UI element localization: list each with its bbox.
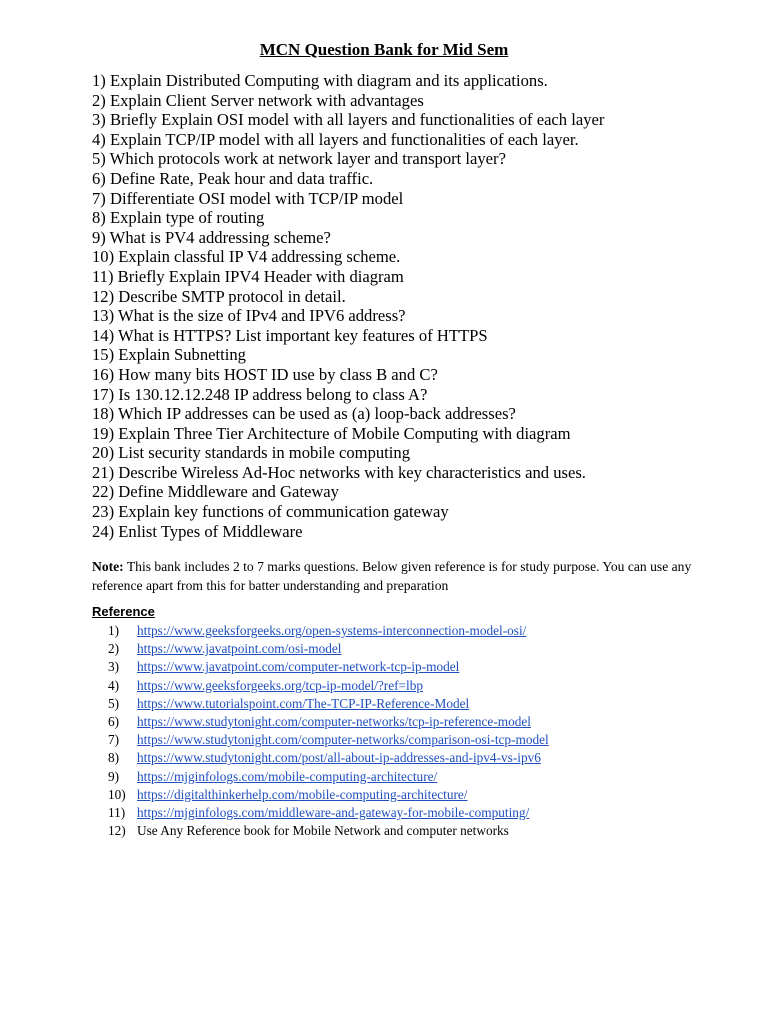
reference-number: 9)	[108, 768, 120, 784]
question-item: 11) Briefly Explain IPV4 Header with diagram	[92, 266, 404, 286]
question-item: 10) Explain classful IP V4 addressing scheme.	[92, 247, 401, 267]
reference-link[interactable]: https://www.studytonight.com/computer-networks/tcp-ip-reference-model	[137, 714, 531, 730]
question-item: 4) Explain TCP/IP model with all layers and functionalities of each layer.	[92, 129, 579, 149]
reference-number: 7)	[108, 732, 120, 748]
reference-link[interactable]: https://www.javatpoint.com/computer-network-tcp-ip-model	[137, 659, 460, 675]
reference-number: 3)	[108, 659, 120, 675]
note-paragraph	[92, 558, 692, 595]
question-item: 23) Explain key functions of communication gateway	[92, 502, 449, 522]
question-item: 22) Define Middleware and Gateway	[92, 482, 339, 502]
question-item: 2) Explain Client Server network with advantages	[92, 90, 424, 110]
note-text: This bank includes 2 to 7 marks questions. Below given reference is for study purpose. You can use any reference apart from this for batter understanding and preparation	[92, 559, 692, 593]
reference-number: 5)	[108, 695, 120, 711]
reference-number: 4)	[108, 677, 120, 693]
question-item: 8) Explain type of routing	[92, 208, 265, 228]
reference-number: 1)	[108, 623, 120, 638]
question-item: 17) Is 130.12.12.248 IP address belong to class A?	[92, 384, 428, 404]
note-label: Note:	[92, 559, 124, 574]
reference-heading: Reference	[92, 604, 155, 619]
question-item: 9) What is PV4 addressing scheme?	[92, 227, 331, 247]
question-item: 19) Explain Three Tier Architecture of Mobile Computing with diagram	[92, 423, 571, 443]
reference-list	[108, 622, 549, 840]
question-item: 12) Describe SMTP protocol in detail.	[92, 286, 346, 306]
reference-number: 10)	[108, 786, 126, 802]
reference-item	[108, 658, 549, 676]
reference-number: 2)	[108, 641, 120, 657]
reference-text: Use Any Reference book for Mobile Network and computer networks	[137, 823, 509, 839]
question-item: 24) Enlist Types of Middleware	[92, 521, 303, 541]
reference-number: 6)	[108, 714, 120, 730]
reference-number: 11)	[108, 805, 126, 821]
question-list	[92, 71, 604, 541]
question-item: 20) List security standards in mobile computing	[92, 443, 410, 463]
question-item: 5) Which protocols work at network layer and transport layer?	[92, 149, 506, 169]
reference-item	[108, 731, 549, 749]
question-item: 1) Explain Distributed Computing with diagram and its applications.	[92, 71, 548, 90]
reference-link[interactable]: https://www.javatpoint.com/osi-model	[137, 641, 342, 657]
question-item: 13) What is the size of IPv4 and IPV6 address?	[92, 306, 406, 326]
reference-link[interactable]: https://mjginfologs.com/mobile-computing-architecture/	[137, 768, 438, 784]
question-item: 3) Briefly Explain OSI model with all layers and functionalities of each layer	[92, 110, 605, 130]
reference-item	[108, 713, 549, 731]
reference-item	[108, 804, 549, 822]
reference-item	[108, 622, 549, 640]
reference-item	[108, 768, 549, 786]
question-item: 16) How many bits HOST ID use by class B and C?	[92, 364, 438, 384]
reference-link[interactable]: https://www.geeksforgeeks.org/tcp-ip-model/?ref=lbp	[137, 677, 424, 693]
reference-item	[108, 640, 549, 658]
reference-item	[108, 695, 549, 713]
reference-item	[108, 786, 549, 804]
reference-link[interactable]: https://www.tutorialspoint.com/The-TCP-IP-Reference-Model	[137, 695, 470, 711]
reference-item	[108, 749, 549, 767]
reference-number: 8)	[108, 750, 120, 766]
question-item: 15) Explain Subnetting	[92, 345, 246, 365]
reference-link[interactable]: https://www.geeksforgeeks.org/open-systems-interconnection-model-osi/	[137, 623, 527, 638]
question-item: 18) Which IP addresses can be used as (a) loop-back addresses?	[92, 404, 516, 424]
reference-link[interactable]: https://mjginfologs.com/middleware-and-gateway-for-mobile-computing/	[137, 805, 530, 821]
question-item: 6) Define Rate, Peak hour and data traffic.	[92, 168, 374, 188]
reference-item	[108, 677, 549, 695]
reference-item	[108, 822, 549, 840]
reference-number: 12)	[108, 823, 126, 839]
reference-link[interactable]: https://www.studytonight.com/computer-networks/comparison-osi-tcp-model	[137, 732, 549, 748]
reference-link[interactable]: https://digitalthinkerhelp.com/mobile-computing-architecture/	[137, 786, 468, 802]
page-title: MCN Question Bank for Mid Sem	[259, 40, 509, 59]
question-item: 14) What is HTTPS? List important key features of HTTPS	[92, 325, 488, 345]
question-item: 7) Differentiate OSI model with TCP/IP model	[92, 188, 404, 208]
reference-link[interactable]: https://www.studytonight.com/post/all-about-ip-addresses-and-ipv4-vs-ipv6	[137, 750, 541, 766]
question-item: 21) Describe Wireless Ad-Hoc networks with key characteristics and uses.	[92, 462, 586, 482]
